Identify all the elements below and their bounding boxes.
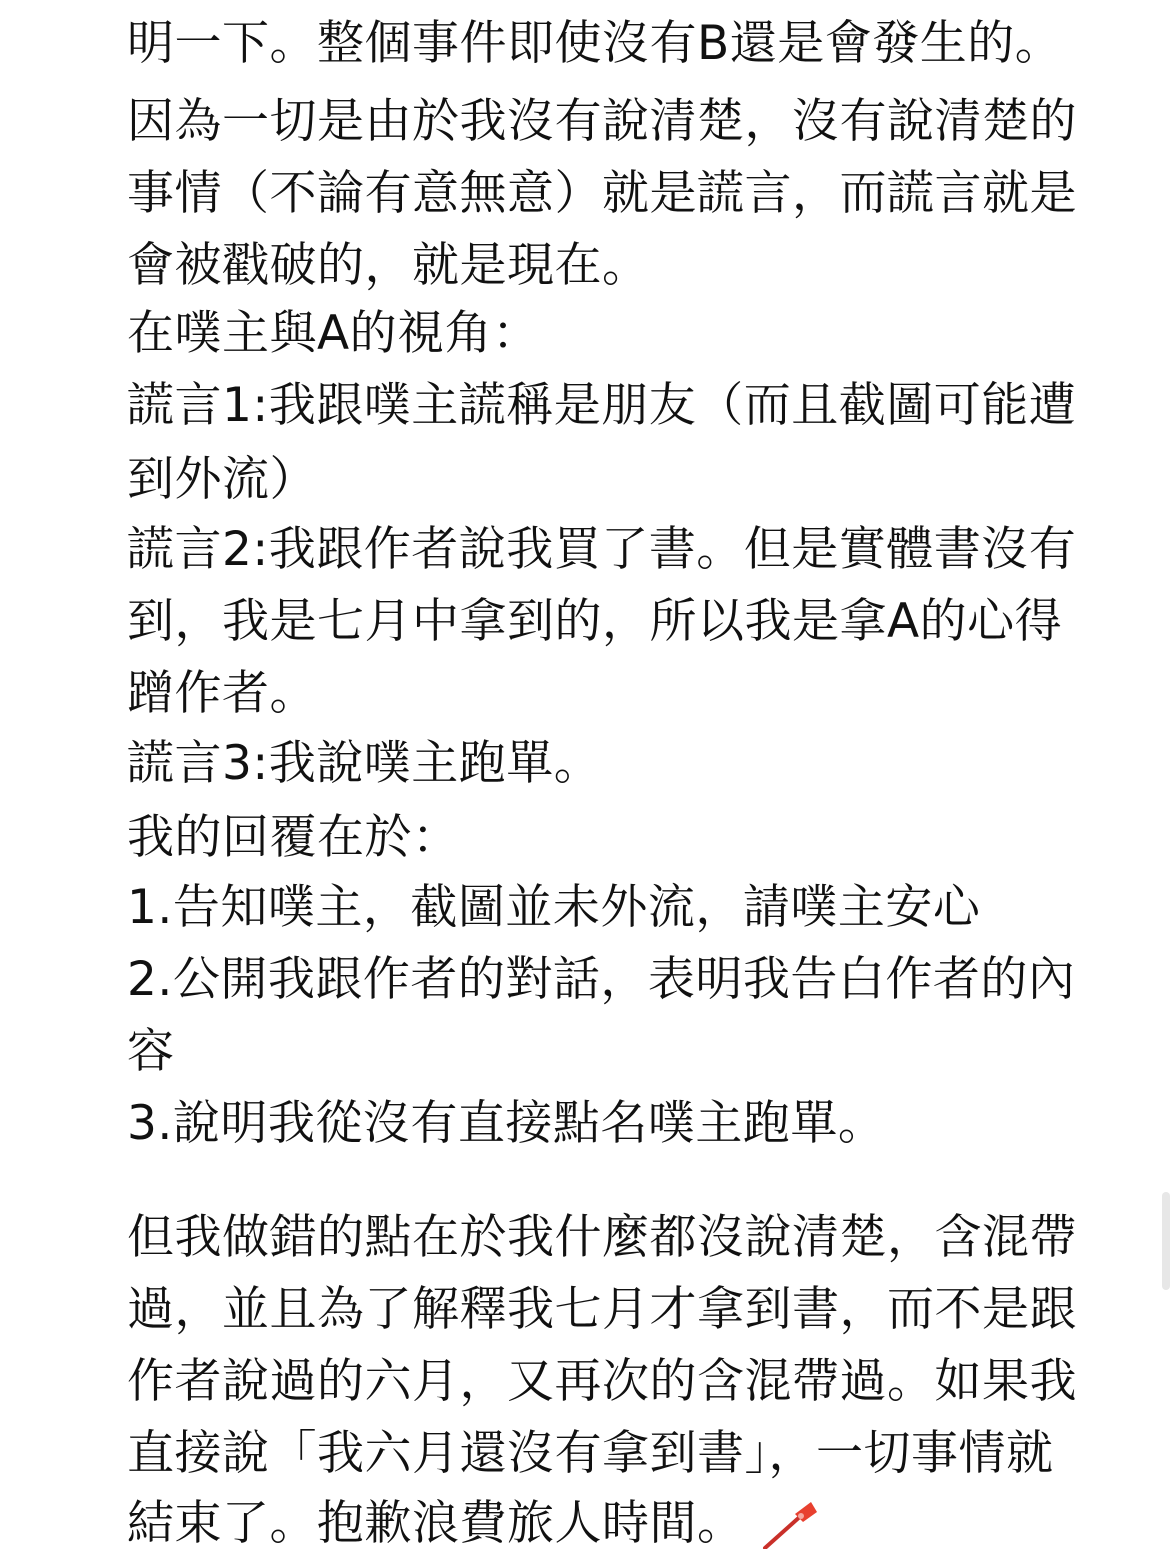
- post-line: 但我做錯的點在於我什麼都沒說清楚，含混帶: [127, 1210, 1077, 1265]
- post-line: 會被戳破的，就是現在。: [127, 238, 650, 293]
- post-line: 容: [127, 1024, 175, 1079]
- post-line: 事情（不論有意無意）就是謊言，而謊言就是: [127, 166, 1077, 221]
- post-line: 因為一切是由於我沒有說清楚，沒有說清楚的: [127, 94, 1077, 149]
- post-line: 謊言1:我跟噗主謊稱是朋友（而且截圖可能遭: [127, 378, 1077, 433]
- post-line: 明一下。整個事件即使沒有B還是會發生的。: [127, 16, 1063, 71]
- post-line: 到外流）: [127, 452, 317, 507]
- post-line: 作者說過的六月，又再次的含混帶過。如果我: [127, 1354, 1077, 1409]
- post-line-text: 結束了。抱歉浪費旅人時間。: [127, 1496, 745, 1549]
- post-line: 謊言2:我跟作者說我買了書。但是實體書沒有: [127, 522, 1077, 577]
- post-line: 直接說「我六月還沒有拿到書」，一切事情就: [127, 1426, 1054, 1481]
- post-line-last: [127, 1494, 823, 1549]
- post-line: 在噗主與A的視角：: [127, 306, 540, 361]
- post-line: 3.說明我從沒有直接點名噗主跑單。: [127, 1096, 886, 1151]
- post-line: 過，並且為了解釋我七月才拿到書，而不是跟: [127, 1282, 1077, 1337]
- scrollbar-thumb[interactable]: [1162, 1192, 1170, 1290]
- pushpin-icon: [751, 1502, 823, 1549]
- post-line: 到，我是七月中拿到的，所以我是拿A的心得: [127, 594, 1063, 649]
- post-line: 1.告知噗主，截圖並未外流，請噗主安心: [127, 880, 981, 935]
- post-line: 蹭作者。: [127, 666, 317, 721]
- post-line: 謊言3:我說噗主跑單。: [127, 736, 602, 791]
- post-line: 2.公開我跟作者的對話，表明我告白作者的內: [127, 952, 1076, 1007]
- post-line: 我的回覆在於：: [127, 810, 460, 865]
